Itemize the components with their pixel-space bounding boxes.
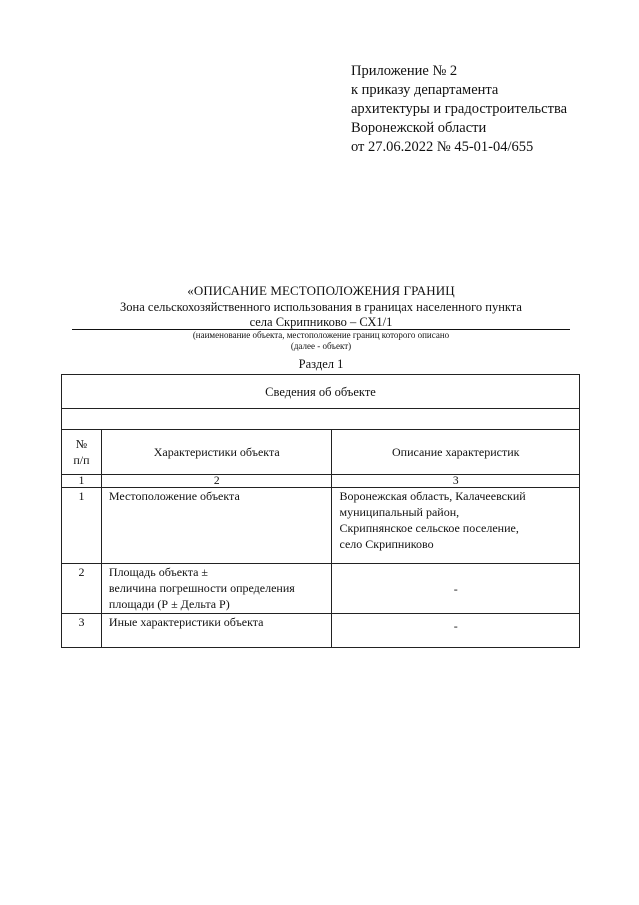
row-characteristic xyxy=(101,564,332,614)
characteristic-line: Площадь объекта ± xyxy=(108,565,209,579)
column-header-description: Описание характеристик xyxy=(332,430,580,475)
document-subtitle: Зона сельскохозяйственного использования в границах населенного пункта xyxy=(120,300,522,314)
appendix-line: от 27.06.2022 № 45-01-04/655 xyxy=(351,139,534,155)
table-row xyxy=(62,614,580,648)
document-header xyxy=(62,283,580,371)
row-characteristic: Местоположение объекта xyxy=(101,488,332,564)
appendix-block xyxy=(351,62,631,157)
appendix-line: Приложение № 2 xyxy=(351,63,458,79)
table-header-row xyxy=(62,430,580,475)
column-header-number xyxy=(62,430,102,475)
table-caption-row xyxy=(62,375,580,409)
document-title: «ОПИСАНИЕ МЕСТОПОЛОЖЕНИЯ ГРАНИЦ xyxy=(187,283,455,298)
row-description xyxy=(332,488,580,564)
characteristic-line: величина погрешности определения xyxy=(108,581,295,595)
column-number: 2 xyxy=(101,475,332,488)
row-number: 2 xyxy=(62,564,102,614)
row-number: 3 xyxy=(62,614,102,648)
object-name: села Скрипниково – СХ1/1 xyxy=(249,315,393,329)
object-name-note: (наименование объекта, местоположение границ которого описано xyxy=(192,330,450,340)
table-caption: Сведения об объекте xyxy=(62,375,580,409)
column-header-number-line2: п/п xyxy=(73,453,90,467)
description-line: Скрипнянское сельское поселение, xyxy=(339,521,519,535)
description-line: Воронежская область, Калачеевский xyxy=(339,489,526,503)
table-row xyxy=(62,564,580,614)
object-info-table xyxy=(61,374,580,648)
column-header-number-line1: № xyxy=(75,437,88,451)
object-name-note-2: (далее - объект) xyxy=(290,341,352,351)
column-number-row xyxy=(62,475,580,488)
row-characteristic: Иные характеристики объекта xyxy=(101,614,332,648)
column-header-characteristic: Характеристики объекта xyxy=(101,430,332,475)
appendix-line: архитектуры и градостроительства xyxy=(351,101,568,117)
description-line: село Скрипниково xyxy=(339,537,434,551)
table-empty-row xyxy=(62,409,580,430)
appendix-line: Воронежской области xyxy=(351,120,487,136)
description-line: муниципальный район, xyxy=(339,505,460,519)
row-number: 1 xyxy=(62,488,102,564)
row-description: - xyxy=(332,564,580,614)
table-row xyxy=(62,488,580,564)
column-number: 1 xyxy=(62,475,102,488)
column-number: 3 xyxy=(332,475,580,488)
section-label: Раздел 1 xyxy=(298,357,344,371)
characteristic-line: площади (Р ± Дельта Р) xyxy=(108,597,230,611)
row-description: - xyxy=(332,614,580,648)
empty-cell xyxy=(62,409,580,430)
appendix-line: к приказу департамента xyxy=(351,82,499,98)
